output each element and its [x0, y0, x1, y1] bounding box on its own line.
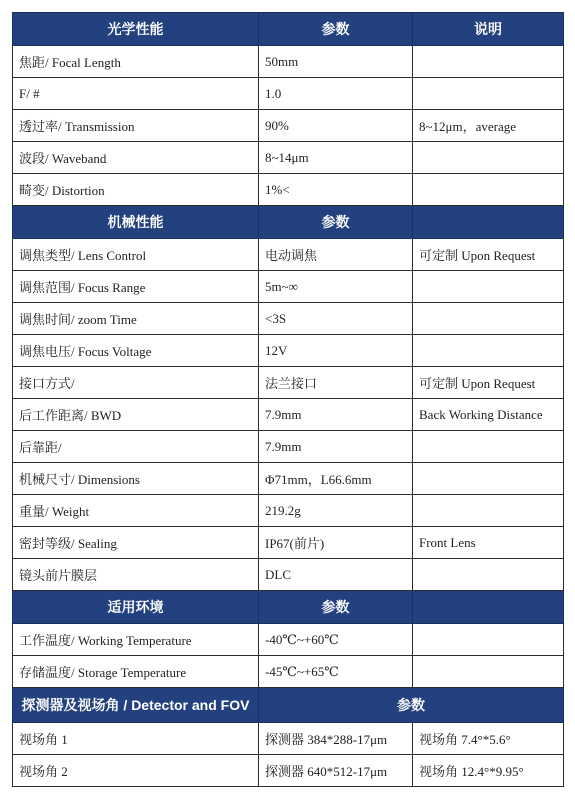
column-header: 参数: [259, 591, 413, 624]
param-value: 1.0: [259, 78, 413, 110]
param-value: Φ71mm，L66.6mm: [259, 463, 413, 495]
param-name: 重量/ Weight: [13, 495, 259, 527]
table-row: [13, 463, 564, 495]
param-value: 7.9mm: [259, 431, 413, 463]
param-name: 视场角 2: [13, 755, 259, 787]
param-value: 50mm: [259, 46, 413, 78]
param-value: <3S: [259, 303, 413, 335]
table-row: [13, 174, 564, 206]
lens-spec-table: [12, 12, 564, 787]
table-row: [13, 399, 564, 431]
param-name: 密封等级/ Sealing: [13, 527, 259, 559]
param-note: Back Working Distance: [413, 399, 564, 431]
column-header: 参数: [259, 688, 564, 723]
param-value: -40℃~+60℃: [259, 624, 413, 656]
table-row: [13, 78, 564, 110]
param-note: [413, 463, 564, 495]
param-note: [413, 431, 564, 463]
section-header: 探测器及视场角 / Detector and FOV: [13, 688, 259, 723]
mechanical-header-row: [13, 206, 564, 239]
table-row: [13, 303, 564, 335]
param-name: 调焦电压/ Focus Voltage: [13, 335, 259, 367]
param-value: -45℃~+65℃: [259, 656, 413, 688]
section-header: 机械性能: [13, 206, 259, 239]
table-row: [13, 624, 564, 656]
param-value: 探测器 640*512-17μm: [259, 755, 413, 787]
param-note: [413, 78, 564, 110]
param-name: 接口方式/: [13, 367, 259, 399]
param-note: 视场角 12.4°*9.95°: [413, 755, 564, 787]
table-row: [13, 46, 564, 78]
column-header: 参数: [259, 206, 413, 239]
param-value: 法兰接口: [259, 367, 413, 399]
param-value: 90%: [259, 110, 413, 142]
column-header: 参数: [259, 13, 413, 46]
param-note: 可定制 Upon Request: [413, 367, 564, 399]
table-row: [13, 271, 564, 303]
param-value: 12V: [259, 335, 413, 367]
param-name: 透过率/ Transmission: [13, 110, 259, 142]
param-note: [413, 303, 564, 335]
param-note: Front Lens: [413, 527, 564, 559]
param-value: 219.2g: [259, 495, 413, 527]
table-row: [13, 239, 564, 271]
param-note: 视场角 7.4°*5.6°: [413, 723, 564, 755]
param-note: 8~12μm，average: [413, 110, 564, 142]
column-header: [413, 591, 564, 624]
param-name: 焦距/ Focal Length: [13, 46, 259, 78]
param-note: [413, 495, 564, 527]
param-value: IP67(前片): [259, 527, 413, 559]
table-row: [13, 110, 564, 142]
table-row: [13, 335, 564, 367]
param-name: 视场角 1: [13, 723, 259, 755]
param-name: 后靠距/: [13, 431, 259, 463]
table-row: [13, 495, 564, 527]
param-value: 8~14μm: [259, 142, 413, 174]
section-header: 光学性能: [13, 13, 259, 46]
table-row: [13, 723, 564, 755]
param-note: [413, 656, 564, 688]
table-row: [13, 367, 564, 399]
param-note: [413, 559, 564, 591]
param-note: [413, 174, 564, 206]
param-note: 可定制 Upon Request: [413, 239, 564, 271]
param-value: 探测器 384*288-17μm: [259, 723, 413, 755]
param-name: 波段/ Waveband: [13, 142, 259, 174]
detector-header-row: [13, 688, 564, 723]
param-name: 调焦范围/ Focus Range: [13, 271, 259, 303]
param-name: 后工作距离/ BWD: [13, 399, 259, 431]
param-value: 5m~∞: [259, 271, 413, 303]
param-name: 存储温度/ Storage Temperature: [13, 656, 259, 688]
table-row: [13, 431, 564, 463]
param-name: 工作温度/ Working Temperature: [13, 624, 259, 656]
param-value: 电动调焦: [259, 239, 413, 271]
section-header: 适用环境: [13, 591, 259, 624]
column-header: 说明: [413, 13, 564, 46]
param-name: 调焦类型/ Lens Control: [13, 239, 259, 271]
param-note: [413, 624, 564, 656]
table-row: [13, 559, 564, 591]
param-value: 7.9mm: [259, 399, 413, 431]
param-note: [413, 142, 564, 174]
table-row: [13, 755, 564, 787]
environment-header-row: [13, 591, 564, 624]
param-value: DLC: [259, 559, 413, 591]
param-name: F/ #: [13, 78, 259, 110]
param-name: 调焦时间/ zoom Time: [13, 303, 259, 335]
table-row: [13, 527, 564, 559]
param-note: [413, 335, 564, 367]
table-row: [13, 656, 564, 688]
column-header: [413, 206, 564, 239]
param-note: [413, 271, 564, 303]
param-note: [413, 46, 564, 78]
param-value: 1%<: [259, 174, 413, 206]
param-name: 畸变/ Distortion: [13, 174, 259, 206]
param-name: 镜头前片膜层: [13, 559, 259, 591]
optical-header-row: [13, 13, 564, 46]
param-name: 机械尺寸/ Dimensions: [13, 463, 259, 495]
table-row: [13, 142, 564, 174]
